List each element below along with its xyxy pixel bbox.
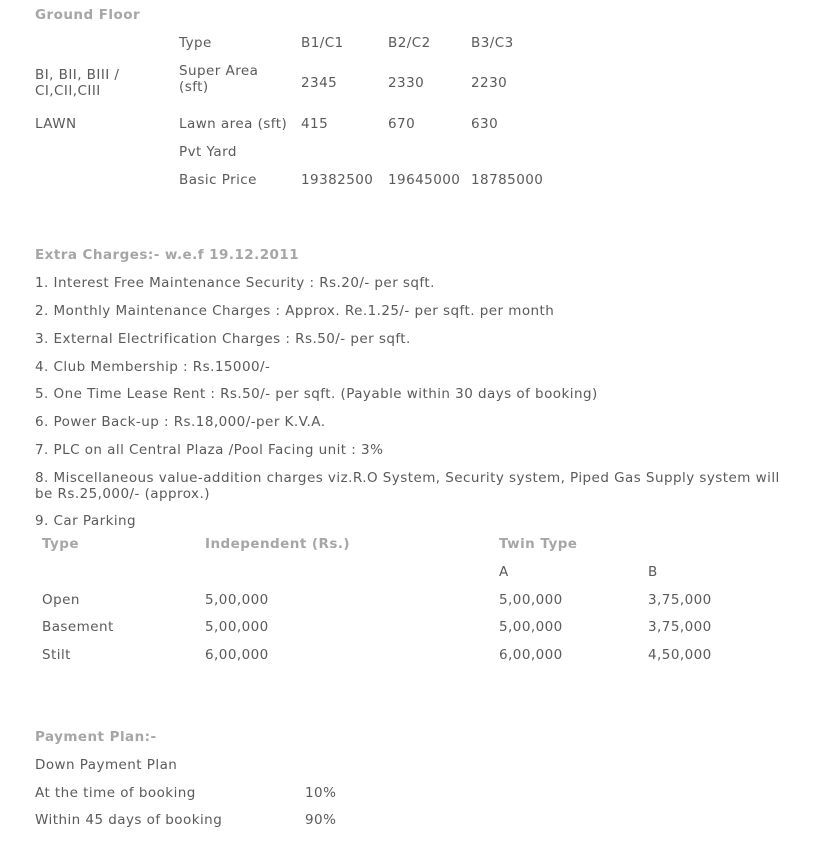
payment-plan-heading: Payment Plan:- — [35, 729, 157, 745]
units-label: BI, BII, BIII / CI,CII,CIII — [35, 67, 120, 99]
parking-row-independent: 5,00,000 — [205, 619, 269, 635]
col-header-type: Type — [179, 35, 212, 51]
basic-price-b2c2: 19645000 — [388, 172, 461, 188]
extra-charge-item: 5. One Time Lease Rent : Rs.50/- per sqft. (Payable within 30 days of booking) — [35, 386, 598, 402]
parking-row-type: Stilt — [42, 647, 71, 663]
lawn-label: LAWN — [35, 116, 77, 132]
parking-header-twin: Twin Type — [499, 536, 578, 552]
super-area-label: Super Area (sft) — [179, 63, 259, 95]
extra-charge-item: 9. Car Parking — [35, 513, 137, 529]
pvt-yard-label: Pvt Yard — [179, 144, 237, 160]
payment-row-label: At the time of booking — [35, 785, 196, 801]
parking-header-type: Type — [42, 536, 80, 552]
extra-charges-heading: Extra Charges:- w.e.f 19.12.2011 — [35, 247, 300, 263]
parking-row-type: Basement — [42, 619, 114, 635]
extra-charge-item: 4. Club Membership : Rs.15000/- — [35, 359, 271, 375]
payment-plan-name: Down Payment Plan — [35, 757, 178, 773]
parking-row-independent: 5,00,000 — [205, 592, 269, 608]
parking-header-twin-b: B — [648, 564, 658, 580]
payment-row-value: 90% — [305, 812, 337, 828]
parking-header-independent: Independent (Rs.) — [205, 536, 351, 552]
payment-row-label: Within 45 days of booking — [35, 812, 223, 828]
parking-row-twin-b: 3,75,000 — [648, 592, 712, 608]
ground-floor-heading: Ground Floor — [35, 7, 141, 23]
payment-row-value: 10% — [305, 785, 337, 801]
extra-charge-item: 8. Miscellaneous value-addition charges viz.R.O System, Security system, Piped Gas Supply system will be Rs.25,000/- (approx.) — [35, 470, 780, 502]
parking-row-independent: 6,00,000 — [205, 647, 269, 663]
basic-price-b1c1: 19382500 — [301, 172, 374, 188]
col-header-b3c3: B3/C3 — [471, 35, 514, 51]
parking-row-twin-a: 5,00,000 — [499, 592, 563, 608]
lawn-area-b2c2: 670 — [388, 116, 416, 132]
parking-header-twin-a: A — [499, 564, 509, 580]
col-header-b1c1: B1/C1 — [301, 35, 344, 51]
basic-price-label: Basic Price — [179, 172, 257, 188]
lawn-area-b1c1: 415 — [301, 116, 329, 132]
parking-row-type: Open — [42, 592, 80, 608]
extra-charge-item: 1. Interest Free Maintenance Security : Rs.20/- per sqft. — [35, 275, 435, 291]
extra-charge-item: 6. Power Back-up : Rs.18,000/-per K.V.A. — [35, 414, 326, 430]
lawn-area-label: Lawn area (sft) — [179, 116, 288, 132]
parking-row-twin-a: 5,00,000 — [499, 619, 563, 635]
parking-row-twin-b: 3,75,000 — [648, 619, 712, 635]
col-header-b2c2: B2/C2 — [388, 35, 431, 51]
basic-price-b3c3: 18785000 — [471, 172, 544, 188]
super-area-b2c2: 2330 — [388, 75, 425, 91]
parking-row-twin-b: 4,50,000 — [648, 647, 712, 663]
extra-charge-item: 2. Monthly Maintenance Charges : Approx. Re.1.25/- per sqft. per month — [35, 303, 555, 319]
extra-charge-item: 3. External Electrification Charges : Rs.50/- per sqft. — [35, 331, 411, 347]
lawn-area-b3c3: 630 — [471, 116, 499, 132]
extra-charge-item: 7. PLC on all Central Plaza /Pool Facing unit : 3% — [35, 442, 384, 458]
super-area-b1c1: 2345 — [301, 75, 338, 91]
super-area-b3c3: 2230 — [471, 75, 508, 91]
parking-row-twin-a: 6,00,000 — [499, 647, 563, 663]
